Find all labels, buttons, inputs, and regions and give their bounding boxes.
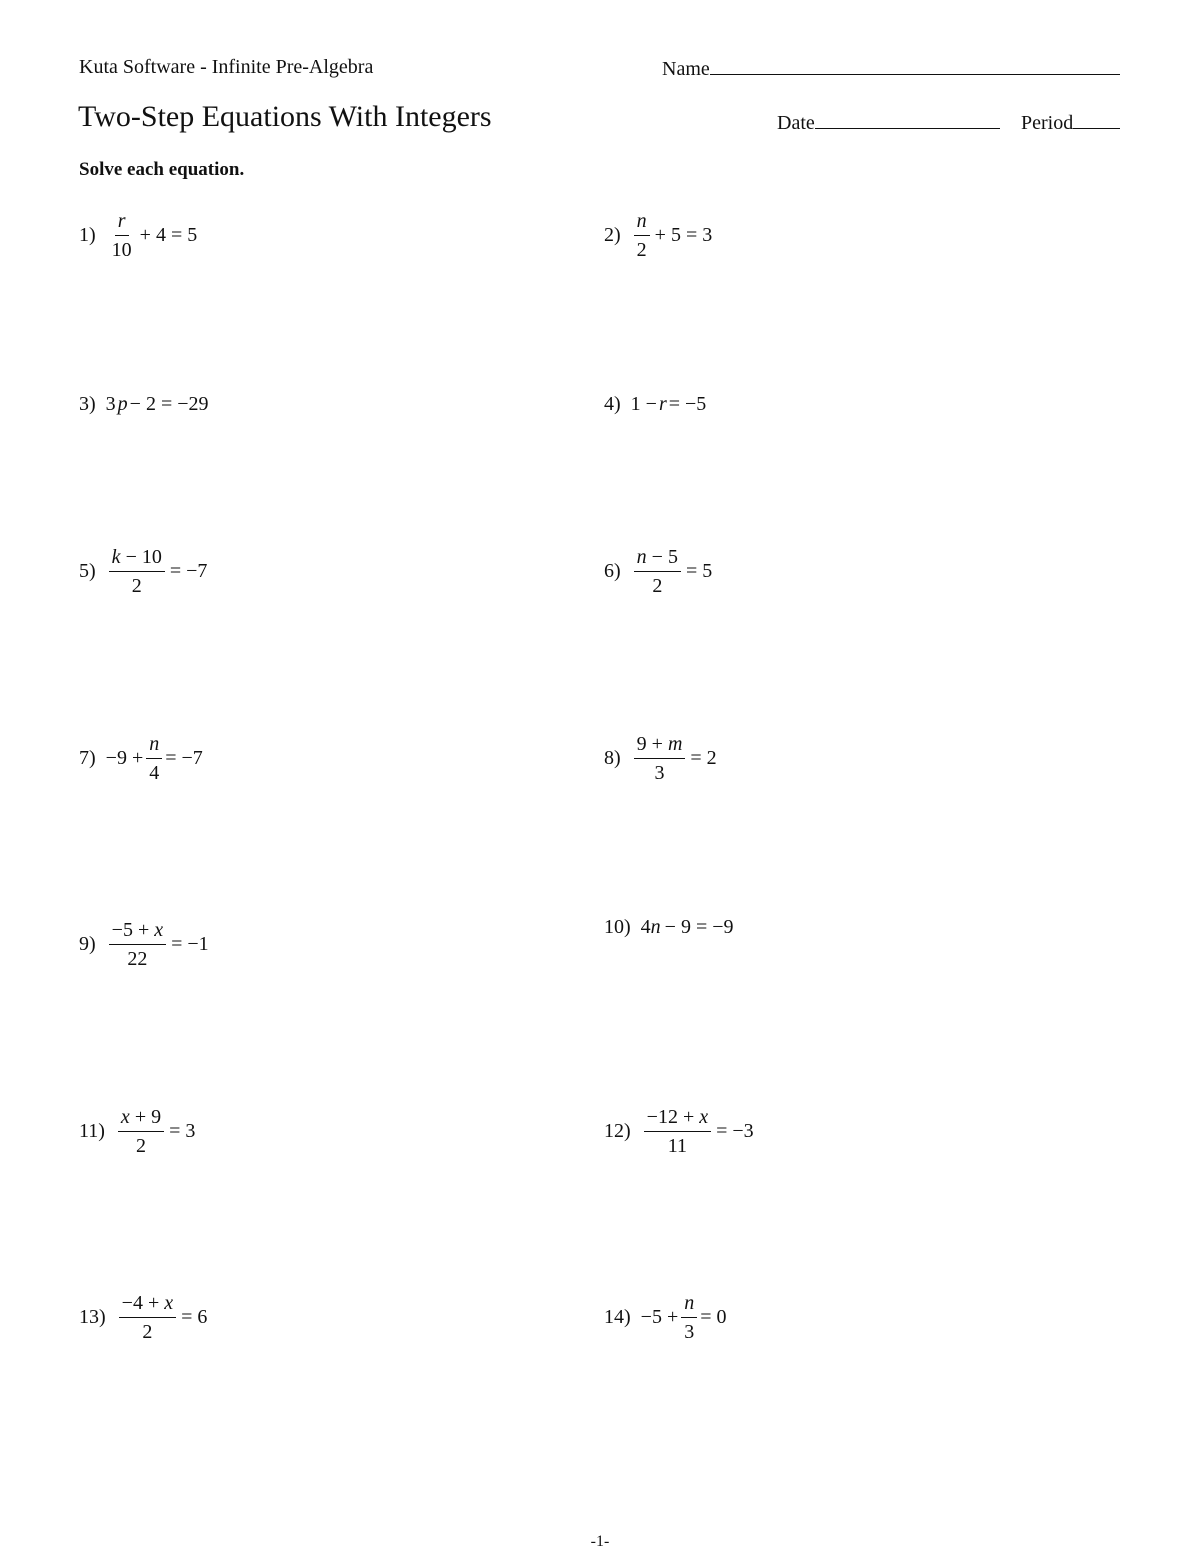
problem-9 <box>79 919 211 970</box>
numerator: n <box>634 210 650 236</box>
numerator <box>109 919 166 945</box>
denominator: 2 <box>131 575 142 597</box>
coefficient: 4 <box>640 916 651 938</box>
denominator: 10 <box>111 239 132 261</box>
equation-rest: = −3 <box>716 1120 754 1142</box>
equation-rest: = −7 <box>169 560 208 582</box>
name-blank <box>710 56 1120 75</box>
numerator-term: 9 + <box>636 733 663 755</box>
problem-3 <box>79 393 209 416</box>
fraction <box>109 919 166 970</box>
equation-rest: = 6 <box>181 1306 208 1328</box>
denominator: 3 <box>654 762 665 784</box>
fraction <box>118 1106 164 1157</box>
denominator: 2 <box>652 575 663 597</box>
variable: n <box>650 916 661 938</box>
numerator-term: − 5 <box>651 546 678 568</box>
variable: p <box>117 393 128 415</box>
denominator: 2 <box>142 1321 153 1343</box>
instructions: Solve each equation. <box>79 159 245 180</box>
variable: x <box>154 919 164 941</box>
problem-10 <box>604 916 734 939</box>
numerator: r <box>115 210 129 236</box>
problem-8 <box>604 733 719 784</box>
problem-11 <box>79 1106 197 1157</box>
coefficient: 3 <box>105 393 116 415</box>
date-label: Date <box>777 112 815 134</box>
constant-term: 1 − <box>630 393 657 415</box>
leading-term: −9 + <box>105 747 144 769</box>
problem-number: 4) <box>604 393 621 415</box>
period-label: Period <box>1021 112 1074 134</box>
problem-6 <box>604 546 714 597</box>
problem-12 <box>604 1106 756 1157</box>
fraction <box>634 210 650 261</box>
problem-5 <box>79 546 209 597</box>
problem-number: 8) <box>604 747 621 769</box>
fraction <box>146 733 162 784</box>
problem-number: 7) <box>79 747 96 769</box>
numerator <box>644 1106 711 1132</box>
equation-rest: = 5 <box>685 560 713 582</box>
problem-14 <box>604 1292 727 1343</box>
worksheet-title: Two-Step Equations With Integers <box>78 100 492 133</box>
fraction <box>634 546 681 597</box>
publisher-line: Kuta Software - Infinite Pre-Algebra <box>79 56 374 78</box>
fraction <box>109 210 135 261</box>
denominator: 4 <box>149 762 160 784</box>
numerator-term: + 9 <box>134 1106 162 1128</box>
name-field <box>662 56 1120 81</box>
denominator: 3 <box>684 1321 695 1343</box>
denominator: 2 <box>136 1135 146 1157</box>
problem-1 <box>79 210 199 261</box>
numerator-term: −4 + <box>121 1292 160 1314</box>
numerator-term: −12 + <box>646 1106 695 1128</box>
problem-number: 1) <box>79 224 96 246</box>
fraction <box>644 1106 711 1157</box>
fraction <box>681 1292 697 1343</box>
fraction <box>109 546 165 597</box>
variable: x <box>699 1106 709 1128</box>
numerator <box>119 1292 176 1318</box>
equation-rest: = 3 <box>169 1120 196 1142</box>
problem-number: 13) <box>79 1306 106 1328</box>
variable: n <box>636 546 647 568</box>
equation-rest: + 4 = 5 <box>139 224 198 246</box>
denominator: 11 <box>667 1135 688 1157</box>
numerator <box>109 546 165 572</box>
problem-number: 5) <box>79 560 96 582</box>
variable: x <box>120 1106 130 1128</box>
equation-rest: − 9 = −9 <box>664 916 734 938</box>
problem-number: 2) <box>604 224 621 246</box>
variable: r <box>658 393 667 415</box>
denominator: 22 <box>127 948 148 970</box>
variable: x <box>164 1292 174 1314</box>
equation-rest: = −7 <box>165 747 203 769</box>
fraction <box>119 1292 176 1343</box>
numerator: n <box>146 733 162 759</box>
variable: k <box>111 546 121 568</box>
equation-rest: + 5 = 3 <box>654 224 713 246</box>
leading-term: −5 + <box>640 1306 679 1328</box>
problem-4 <box>604 393 706 416</box>
denominator: 2 <box>636 239 647 261</box>
numerator <box>118 1106 164 1132</box>
problem-number: 12) <box>604 1120 631 1142</box>
problem-number: 14) <box>604 1306 631 1328</box>
numerator-term: −5 + <box>111 919 150 941</box>
problem-2 <box>604 210 714 261</box>
problem-number: 3) <box>79 393 96 415</box>
fraction <box>634 733 686 784</box>
variable: m <box>667 733 683 755</box>
name-label: Name <box>662 58 710 80</box>
problem-number: 11) <box>79 1120 105 1142</box>
date-field <box>777 110 1000 135</box>
period-field <box>1021 110 1120 135</box>
period-blank <box>1073 110 1120 129</box>
equation-rest: = −5 <box>668 393 707 415</box>
problem-7 <box>79 733 203 784</box>
page-number: -1- <box>590 1533 610 1550</box>
equation-rest: = 2 <box>690 747 717 769</box>
problem-number: 9) <box>79 933 96 955</box>
problem-13 <box>79 1292 209 1343</box>
numerator: n <box>681 1292 697 1318</box>
date-blank <box>815 110 1000 129</box>
numerator <box>634 546 681 572</box>
equation-rest: = −1 <box>171 933 209 955</box>
numerator <box>634 733 686 759</box>
numerator-term: − 10 <box>125 546 162 568</box>
equation-rest: = 0 <box>700 1306 727 1328</box>
problem-number: 6) <box>604 560 621 582</box>
equation-rest: − 2 = −29 <box>129 393 209 415</box>
problem-number: 10) <box>604 916 631 938</box>
